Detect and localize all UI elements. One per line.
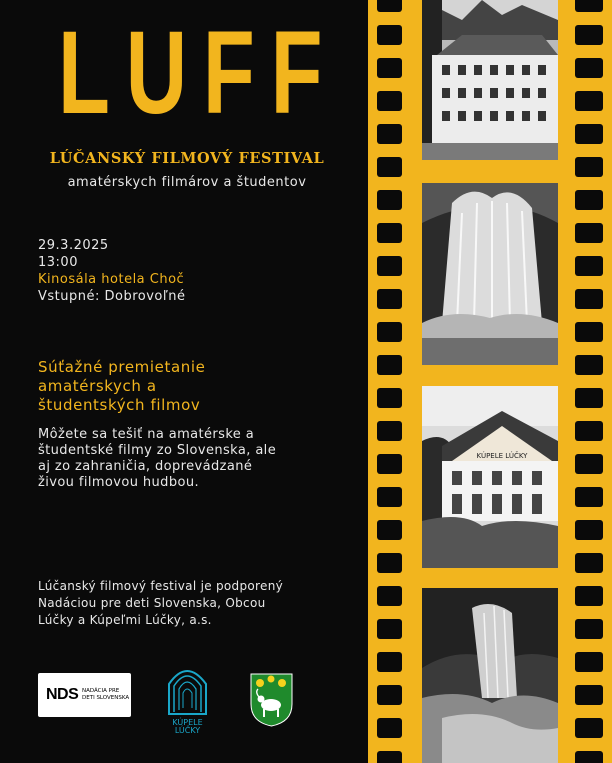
film-perforation (377, 256, 402, 276)
event-date: 29.3.2025 (38, 238, 109, 253)
film-perforation (377, 0, 402, 12)
film-perforation (575, 190, 603, 210)
festival-name: LÚČANSKÝ FILMOVÝ FESTIVAL (49, 150, 325, 167)
event-venue: Kinosála hotela Choč (38, 272, 185, 287)
film-perforation (575, 619, 603, 639)
film-perforation (377, 520, 402, 540)
film-perforation (575, 652, 603, 672)
film-perforation (575, 124, 603, 144)
film-perforation (575, 223, 603, 243)
film-perforation (575, 586, 603, 606)
kupele-logo-line1: KÚPELE (172, 718, 203, 727)
festival-subtitle: amatérskych filmárov a študentov (67, 175, 307, 190)
section-title (38, 358, 338, 415)
film-perforation (377, 652, 402, 672)
film-perforation (377, 619, 402, 639)
film-perforation (575, 157, 603, 177)
nds-logo-mark: NDS (46, 686, 79, 703)
film-perforation (377, 421, 402, 441)
film-perforation (575, 751, 603, 763)
photo-waterfall (422, 183, 558, 365)
film-perforation (377, 223, 402, 243)
film-perforation (377, 388, 402, 408)
kupele-lucky-logo (165, 662, 210, 734)
film-perforation (575, 256, 603, 276)
nds-logo-text-line: NADÁCIA PRE (82, 688, 120, 694)
film-perforation (377, 25, 402, 45)
film-perforation (575, 553, 603, 573)
film-perforation (575, 58, 603, 78)
description-line: študentské filmy zo Slovenska, ale (38, 443, 277, 458)
film-perforation (575, 421, 603, 441)
film-perforation (377, 553, 402, 573)
section-title-line: študentských filmov (38, 396, 201, 414)
nds-logo-text-line: DETI SLOVENSKA (82, 695, 130, 701)
film-perforation (377, 157, 402, 177)
film-perforation (377, 718, 402, 738)
film-perforation (575, 388, 603, 408)
festival-title: LUFF (58, 7, 339, 139)
section-description (38, 427, 358, 491)
film-perforation (575, 454, 603, 474)
lucky-coat-of-arms-icon (249, 672, 294, 727)
film-perforation (377, 124, 402, 144)
film-perforation (377, 751, 402, 763)
film-perforation (575, 25, 603, 45)
film-perforation (575, 487, 603, 507)
event-time: 13:00 (38, 255, 78, 270)
photo-kupele-building (422, 386, 558, 568)
film-perforation (575, 520, 603, 540)
support-line: Lúčky a Kúpeľmi Lúčky, a.s. (38, 613, 212, 627)
photo-waterfall-stream (422, 588, 558, 763)
photo-historic-hotel (422, 0, 558, 160)
description-line: živou filmovou hudbou. (38, 475, 199, 490)
kupele-sign: KÚPELE LÚČKY (476, 452, 528, 460)
film-perforation (377, 586, 402, 606)
film-perforation (377, 322, 402, 342)
section-title-line: Súťažné premietanie (38, 358, 206, 376)
film-perforation (377, 289, 402, 309)
film-perforation (575, 289, 603, 309)
support-line: Nadáciou pre deti Slovenska, Obcou (38, 596, 266, 610)
film-perforation (377, 487, 402, 507)
film-perforation (377, 454, 402, 474)
film-perforation (377, 58, 402, 78)
description-line: Môžete sa tešiť na amatérske a (38, 427, 255, 442)
description-line: aj zo zahraničia, doprevádzané (38, 459, 253, 474)
film-perforation (575, 718, 603, 738)
film-perforation (377, 190, 402, 210)
film-perforation (377, 685, 402, 705)
event-entry: Vstupné: Dobrovoľné (38, 289, 186, 304)
support-text (38, 578, 368, 629)
film-perforation (575, 355, 603, 375)
film-perforation (377, 355, 402, 375)
kupele-logo-line2: LÚČKY (174, 726, 201, 734)
film-perforation (575, 322, 603, 342)
film-perforation (377, 91, 402, 111)
film-perforation (575, 685, 603, 705)
film-perforation (575, 0, 603, 12)
nds-logo (38, 673, 131, 717)
section-title-line: amatérskych a (38, 377, 157, 395)
film-perforation (575, 91, 603, 111)
nds-logo-text (82, 688, 129, 702)
support-line: Lúčanský filmový festival je podporený (38, 579, 283, 593)
